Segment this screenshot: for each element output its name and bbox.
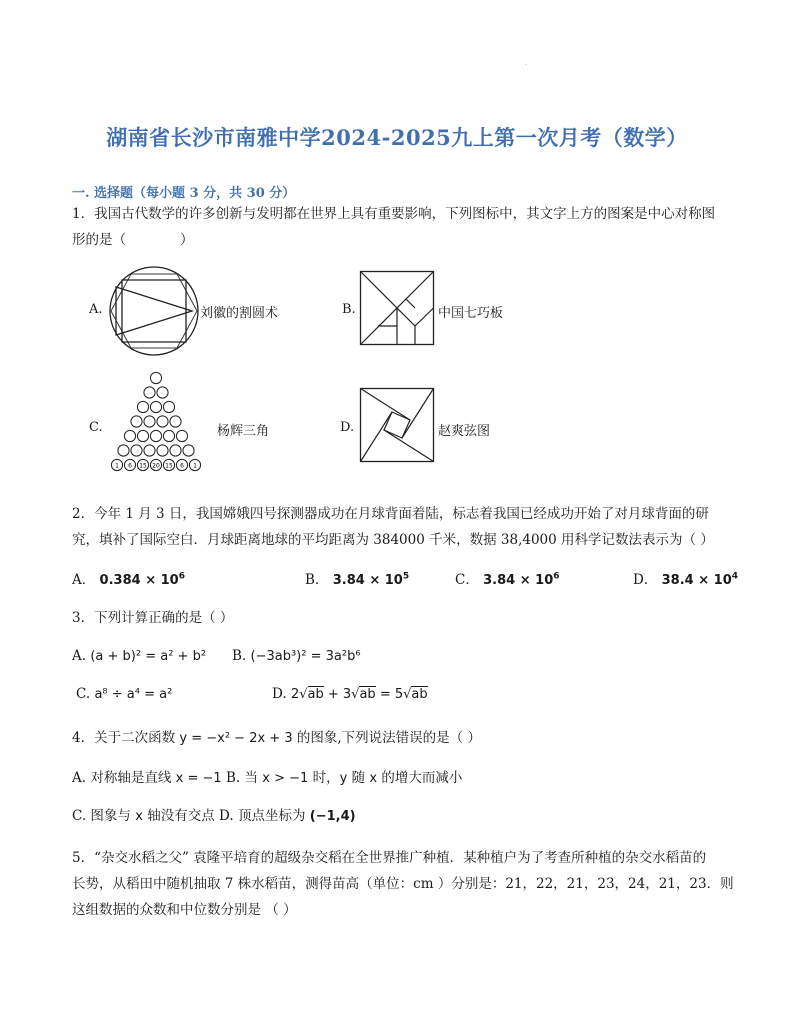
- pascal-node: [163, 401, 174, 412]
- q3-stem: 3．下列计算正确的是（ ）: [72, 610, 234, 626]
- pascal-node: [170, 416, 181, 427]
- pascal-node: [150, 430, 161, 441]
- pascal-value: 15: [165, 462, 173, 470]
- q2-option-a-label: A．: [72, 572, 96, 588]
- circle-cutting-figure: [108, 265, 200, 357]
- q3-option-d: D. 2√ab + 3√ab = 5√ab: [272, 686, 428, 702]
- q1-stem-line1: 1．我国古代数学的许多创新与发明都在世界上具有重要影响，下列图标中，其文字上方的图案是中心对称图: [72, 206, 716, 222]
- page-mark: ·: [525, 62, 527, 69]
- q1-option-a-caption: 刘徽的割圆术: [200, 306, 279, 321]
- q1-option-c-label: C.: [89, 420, 103, 435]
- q1-option-b-caption: 中国七巧板: [438, 306, 504, 321]
- pascal-node: [157, 445, 168, 456]
- pascal-node: [170, 445, 181, 456]
- pascal-node: [163, 430, 174, 441]
- q2-option-b: [305, 568, 409, 588]
- pascal-node: [124, 430, 135, 441]
- q1-option-a-label: A.: [89, 302, 103, 317]
- pascal-node: [150, 372, 161, 383]
- q5-stem-line3: 这组数据的众数和中位数分别是 （ ）: [72, 902, 297, 918]
- pascal-node: [150, 401, 161, 412]
- q2-stem-line2: 究，填补了国际空白．月球距离地球的平均距离为 384000 千米，数据 38,4000 用科学记数法表示为（ ）: [72, 532, 714, 548]
- pascal-node: [118, 445, 129, 456]
- q2-option-c: [455, 568, 560, 588]
- q2-option-d: [633, 568, 738, 588]
- q2-option-d-label: D．: [633, 572, 658, 588]
- section-heading: 一. 选择题（每小题 3 分，共 30 分）: [72, 186, 296, 201]
- q5-stem-line1: 5．“杂交水稻之父” 袁隆平培育的超级杂交稻在全世界推广种植．某种植户为了考查所种植的杂交水稻苗的: [72, 850, 707, 866]
- pascal-node: [157, 416, 168, 427]
- q2-option-b-value: $3.84 \times 10^5$: [332, 571, 410, 588]
- q1-option-c-caption: 杨辉三角: [217, 424, 270, 439]
- zhao-shuang-figure: [360, 388, 434, 462]
- pascal-value: 1: [193, 462, 197, 470]
- q2-option-a: [72, 568, 185, 588]
- pascal-node: [176, 430, 187, 441]
- q1-option-d-label: D.: [340, 420, 355, 435]
- pascal-value: 20: [152, 462, 160, 470]
- pascal-node: [144, 445, 155, 456]
- q1-stem-line2: 形的是（ ）: [72, 232, 194, 248]
- q1-option-b-label: B.: [342, 302, 356, 317]
- pascal-node: [144, 387, 155, 398]
- pascal-node: [131, 445, 142, 456]
- pascal-node: [137, 430, 148, 441]
- q2-option-d-value: $38.4 \times 10^4$: [661, 571, 739, 588]
- q4-options-ab: A. 对称轴是直线 x = −1 B. 当 x > −1 时，y 随 x 的增大而减小: [72, 770, 463, 786]
- q2-option-c-label: C．: [455, 572, 479, 588]
- pascal-node: [183, 445, 194, 456]
- q3-option-a: A. (a + b)² = a² + b²: [72, 648, 207, 664]
- pascal-node: [131, 416, 142, 427]
- q2-option-a-value: $0.384 \times 10^6$: [99, 571, 185, 588]
- q4-stem: 4．关于二次函数 y = −x² − 2x + 3 的图象,下列说法错误的是（ ）: [72, 730, 481, 746]
- q2-stem-line1: 2．今年 1 月 3 日，我国嫦娥四号探测器成功在月球背面着陆，标志着我国已经成功开始了对月球背面的研: [72, 506, 709, 522]
- q2-option-b-label: B．: [305, 572, 329, 588]
- pascal-node: [137, 401, 148, 412]
- yang-hui-triangle-figure: [106, 370, 206, 478]
- pascal-value: 15: [139, 462, 147, 470]
- q2-option-c-value: $3.84 \times 10^6$: [483, 571, 560, 588]
- q5-stem-line2: 长势，从稻田中随机抽取 7 株水稻苗，测得苗高（单位：cm ）分别是：21，22，21，23，24，21，23．则: [72, 876, 734, 892]
- tangram-figure: [360, 271, 434, 345]
- q4-options-cd: C. 图象与 x 轴没有交点 D. 顶点坐标为 (−1,4): [72, 808, 356, 824]
- pascal-value: 1: [115, 462, 119, 470]
- q3-option-c: C. a⁸ ÷ a⁴ = a²: [76, 686, 173, 702]
- pascal-value: 6: [128, 462, 132, 470]
- pascal-value: 6: [180, 462, 184, 470]
- q3-option-b: B. (−3ab³)² = 3a²b⁶: [232, 648, 361, 664]
- pascal-node: [144, 416, 155, 427]
- page-title: 湖南省长沙市南雅中学2024-2025九上第一次月考（数学）: [106, 125, 688, 150]
- q1-option-d-caption: 赵爽弦图: [438, 424, 491, 439]
- pascal-node: [157, 387, 168, 398]
